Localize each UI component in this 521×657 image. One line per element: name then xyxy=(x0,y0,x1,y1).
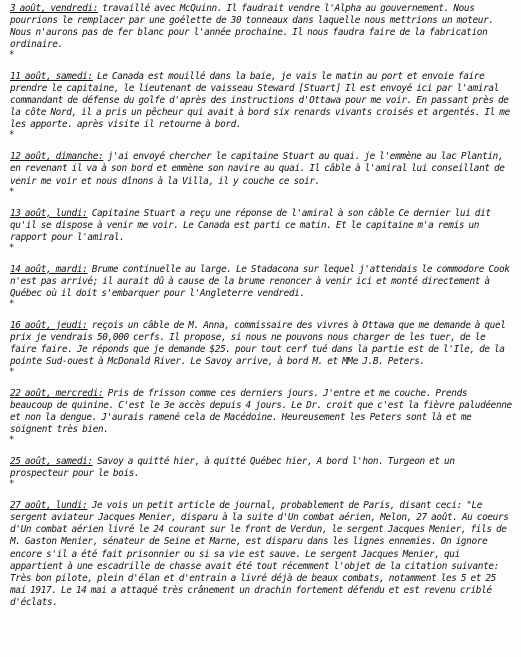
entry-body xyxy=(10,71,513,131)
entry-separator: * xyxy=(9,298,15,309)
entry-date: 16 août, jeudi: xyxy=(10,319,88,331)
diary-entry-aug-11 xyxy=(10,71,513,131)
entry-text: j'ai envoyé chercher le capitaine Stuart au quai. je l'emmène au lac Plantin, en revenant il va à son bord et emmène son navire au quai. Il câble à l'amiral lui conseillant de venir me voir et nous dînons à la Villa, il y couche ce soir. xyxy=(10,151,505,187)
entry-date: 27 août, lundi: xyxy=(10,500,88,512)
entry-body xyxy=(10,388,513,436)
entry-date: 14 août, mardi: xyxy=(10,263,88,275)
diary-entry-aug-25 xyxy=(10,456,513,480)
diary-entry-aug-14 xyxy=(10,264,513,300)
entry-date: 25 août, samedi: xyxy=(10,456,93,468)
entry-separator: * xyxy=(9,479,15,490)
diary-entry-aug-12 xyxy=(10,151,513,187)
entry-separator: * xyxy=(9,130,15,141)
entry-body xyxy=(10,264,513,300)
entry-separator: * xyxy=(9,367,15,378)
entry-text: Je vois un petit article de journal, probablement de Paris, disant ceci: "Le sergent aviateur Jacques Menier, disparu à la suite d'Un combat aérien, Melon, 27 août. Au coeurs d'Un combat aérien livré le 24 courant sur le front de Verdun, le sergent Jacques Menier, fils de M. Gaston Menier, sénateur de Seine et Marne, est disparu dans les lignes ennemies. On ignore encore s'il a été fait prisonnier ou si sa vie est sauve. Le sergent Jacques Menier, qui appartient à une escadrille de chasse avait été tout récemment l'objet de la citation suivante: Très bon pilote, plein d'élan et d'entrain a livré déjà de beaux combats, notamment les 5 et 25 mai 1917. Le 14 mai a attaqué très crânement un drachin fortement défendu et est revenu criblé d'éclats. xyxy=(10,500,509,608)
entry-text: reçois un câble de M. Anna, commissaire des vivres à Ottawa que me demande à quel prix je vendrais 50,000 cerfs. Il propose, si nous ne pouvons nous charger de les tuer, de le faire faire. Je réponds que je demande $25. pour tout cerf tué dans la partie est de l'Ile, de la pointe Sud-ouest à McDonald River. Le Savoy arrive, à bord M. et MMe J.B. Peters. xyxy=(10,319,506,367)
entry-text: Pris de frisson comme ces derniers jours. J'entre et me couche. Prends beaucoup de quinine. C'est le 3e accès depuis 4 jours. Le Dr. croit que c'est la fièvre paludéenne et non la dengue. J'aurais ramené cela de Macédoine. Heureusement les Peters sont là et me soignent très bien. xyxy=(10,388,512,436)
entry-separator: * xyxy=(9,50,15,61)
entry-text: Savoy a quitté hier, à quitté Québec hier, A bord l'hon. Turgeon et un prospecteur pour le bois. xyxy=(10,456,455,480)
entry-body xyxy=(10,320,513,368)
diary-entry-aug-22 xyxy=(10,388,513,436)
entry-text: Brume continuelle au large. Le Stadacona sur lequel j'attendais le commodore Cook n'est pas arrivé; il aurait dû à cause de la brume renoncer à venir ici et monté directement à Québec où il doit s'embarquer pour l'Angleterre vendredi. xyxy=(10,263,510,299)
entry-text: Le Canada est mouillé dans la baie, je vais le matin au port et envoie faire prendre le capitaine, le lieutenant de vaisseau Steward [Stuart] Il est envoyé ici par l'amiral commandant de défense du golfe d'après des instructions d'Ottawa pour me voir. En passant près de la côte Nord, il a pris un pêcheur qui avait à bord six renards vivants croisés et argentés. Il me les apporte. après visite il retourne à bord. xyxy=(10,71,510,131)
entry-body xyxy=(10,3,513,51)
entry-body xyxy=(10,456,513,480)
entry-date: 22 août, mercredi: xyxy=(10,388,104,400)
diary-entry-aug-13 xyxy=(10,208,513,244)
entry-separator: * xyxy=(9,435,15,446)
entry-body xyxy=(10,500,513,608)
entry-text: travaillé avec McQuinn. Il faudrait vendre l'Alpha au gouvernement. Nous pourrions le remplacer par une goélette de 30 tonneaux dans laquelle nous mettrions un moteur. Nous n'aurons pas de fer blanc pour l'année prochaine. Il nous faudra faire de la fabrication ordinaire. xyxy=(10,3,494,51)
entry-body xyxy=(10,151,513,187)
entry-date: 13 août, lundi: xyxy=(10,207,88,219)
entry-body xyxy=(10,208,513,244)
entry-date: 3 août, vendredi: xyxy=(10,3,99,14)
entry-text: Capitaine Stuart a reçu une réponse de l'amiral à son câble Ce dernier lui dit qu'il se dispose à venir me voir. Le Canada est parti ce matin. Et le capitaine m'a remis un rapport pour l'amiral. xyxy=(10,207,491,243)
entry-separator: * xyxy=(9,242,15,253)
diary-entry-aug-16 xyxy=(10,320,513,368)
entry-date: 11 août, samedi: xyxy=(10,71,93,83)
diary-entry-aug-3 xyxy=(10,3,513,51)
entry-date: 12 août, dimanche: xyxy=(10,151,104,163)
entry-separator: * xyxy=(9,186,15,197)
diary-entry-aug-27 xyxy=(10,500,513,608)
